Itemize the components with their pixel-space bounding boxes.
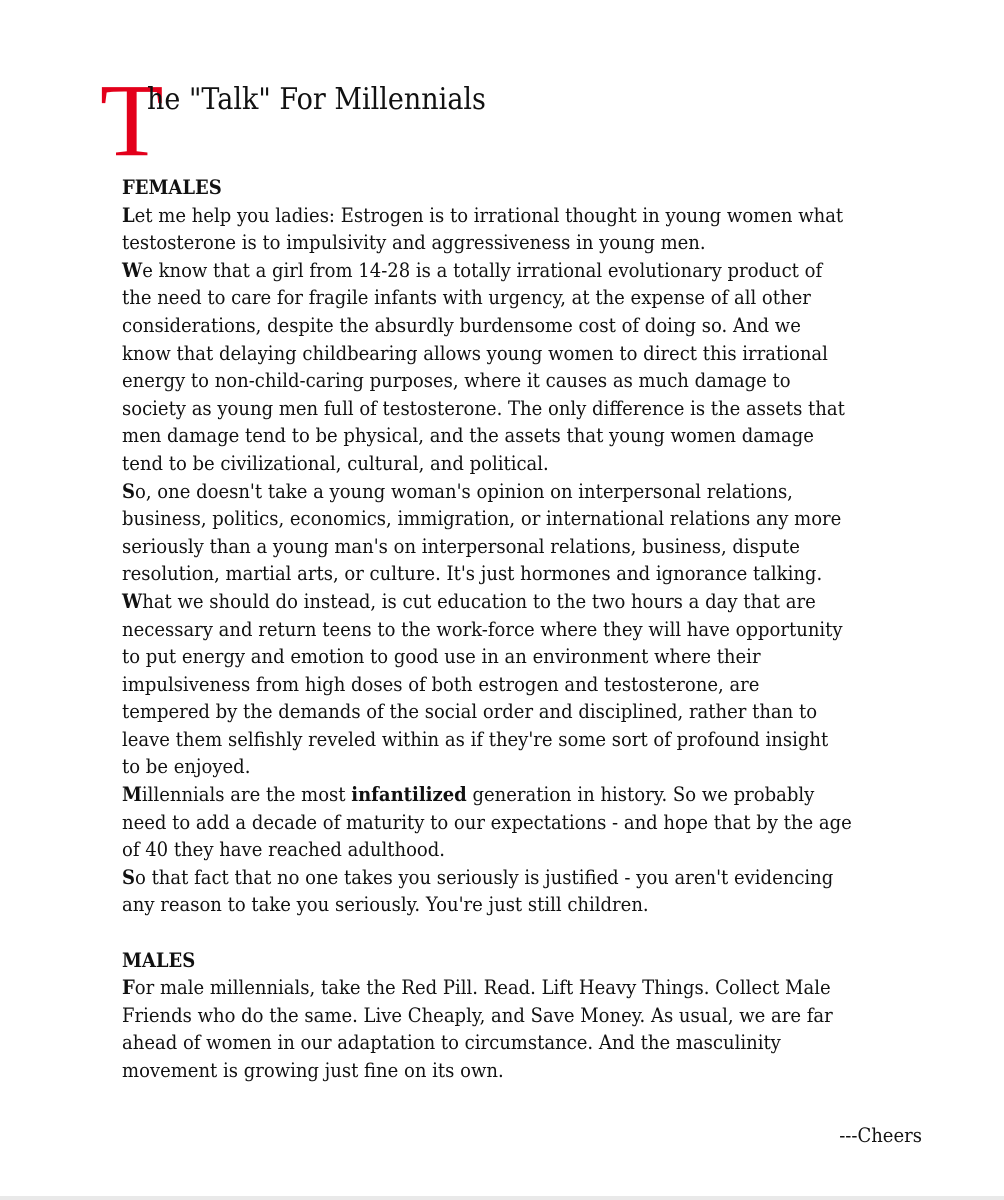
body-line — [122, 533, 842, 561]
body-line — [122, 284, 842, 312]
females-section — [122, 202, 922, 781]
body-line — [122, 726, 842, 754]
body-line — [122, 864, 842, 892]
line-text: Friends who do the same. Live Cheaply, and Save Money. As usual, we are far — [122, 1002, 833, 1027]
body-line — [122, 312, 842, 340]
body-line — [122, 836, 842, 864]
body-line — [122, 1002, 842, 1030]
line-text: energy to non-child-caring purposes, where it causes as much damage to — [122, 368, 791, 393]
line-text: ahead of women in our adaptation to circumstance. And the masculinity — [122, 1030, 781, 1055]
line-text: o that fact that no one takes you seriously is justified - you aren't evidencing — [135, 864, 834, 889]
body-line — [122, 643, 842, 671]
line-text: generation in history. So we probably — [466, 782, 815, 807]
line-text: resolution, martial arts, or culture. It's just hormones and ignorance talking. — [122, 561, 823, 586]
line-text: et me help you ladies: Estrogen is to irrational thought in young women what — [134, 202, 844, 227]
line-text: illennials are the most — [141, 782, 352, 807]
line-text: to put energy and emotion to good use in an environment where their — [122, 644, 761, 669]
document-title — [100, 63, 900, 178]
males-section — [122, 974, 922, 1084]
title-drop-cap: T — [100, 63, 164, 178]
line-text: men damage tend to be physical, and the assets that young women damage — [122, 423, 814, 448]
line-text: the need to care for fragile infants with urgency, at the expense of all other — [122, 285, 811, 310]
paragraph-lead-letter: L — [122, 202, 135, 227]
body-line — [122, 560, 842, 588]
line-text: tend to be civilizational, cultural, and political. — [122, 450, 549, 475]
body-line — [122, 340, 842, 368]
body-line — [122, 1029, 842, 1057]
body-line — [122, 505, 842, 533]
signoff: ---Cheers — [839, 1123, 922, 1147]
line-text: or male millennials, take the Red Pill. Read. Lift Heavy Things. Collect Male — [134, 975, 831, 1000]
body-line — [122, 202, 842, 230]
body-line — [122, 395, 845, 423]
body-line — [122, 367, 842, 395]
body-line — [122, 809, 852, 837]
line-text: need to add a decade of maturity to our expectations - and hope that by the age — [122, 809, 852, 834]
females-heading: FEMALES — [122, 175, 222, 199]
body-line — [122, 1057, 842, 1085]
body-line — [122, 422, 842, 450]
line-text: o, one doesn't take a young woman's opinion on interpersonal relations, — [135, 478, 793, 503]
line-text: e know that a girl from 14-28 is a totally irrational evolutionary product of — [142, 257, 823, 282]
line-text: necessary and return teens to the work-force where they will have opportunity — [122, 616, 843, 641]
paragraph-lead-letter: S — [122, 478, 136, 503]
paragraph-lead-letter: W — [122, 588, 143, 613]
body-line — [122, 616, 842, 644]
body-line — [122, 891, 842, 919]
body-line — [122, 974, 842, 1002]
body-line — [122, 229, 842, 257]
paragraph-lead-letter: M — [122, 782, 142, 807]
section-gap — [122, 919, 922, 947]
females-section-end — [122, 809, 922, 919]
body-line — [122, 753, 842, 781]
line-text: tempered by the demands of the social order and disciplined, rather than to — [122, 699, 818, 724]
line-text: seriously than a young man's on interpersonal relations, business, dispute — [122, 533, 800, 558]
body-line-infantilized — [122, 781, 842, 809]
line-text: of 40 they have reached adulthood. — [122, 837, 446, 862]
title-text: he "Talk" For Millennials — [147, 82, 486, 117]
line-text: business, politics, economics, immigration, or international relations any more — [122, 506, 842, 531]
paragraph-lead-letter: W — [122, 257, 143, 282]
line-text: know that delaying childbearing allows young women to direct this irrational — [122, 340, 828, 365]
body-line — [122, 450, 842, 478]
paragraph-lead-letter: S — [122, 864, 136, 889]
body-line — [122, 478, 842, 506]
emphasis-infantilized: infantilized — [351, 782, 467, 807]
page-bottom-edge — [0, 1196, 1004, 1200]
line-text: to be enjoyed. — [122, 754, 251, 779]
line-text: movement is growing just fine on its own. — [122, 1058, 504, 1082]
line-text: any reason to take you seriously. You're just still children. — [122, 892, 649, 917]
document-body — [122, 174, 922, 1085]
body-line — [122, 671, 842, 699]
line-text: impulsiveness from high doses of both estrogen and testosterone, are — [122, 671, 760, 696]
line-text: hat we should do instead, is cut education to the two hours a day that are — [142, 588, 816, 613]
body-line — [122, 698, 842, 726]
line-text: leave them selfishly reveled within as if they're some sort of profound insight — [122, 726, 829, 751]
body-line — [122, 257, 842, 285]
line-text: society as young men full of testosterone. The only difference is the assets that — [122, 395, 845, 420]
males-heading: MALES — [122, 947, 196, 972]
body-line — [122, 588, 842, 616]
line-text: testosterone is to impulsivity and aggressiveness in young men. — [122, 230, 706, 255]
paragraph-lead-letter: F — [122, 975, 135, 1000]
line-text: considerations, despite the absurdly burdensome cost of doing so. And we — [122, 312, 801, 337]
